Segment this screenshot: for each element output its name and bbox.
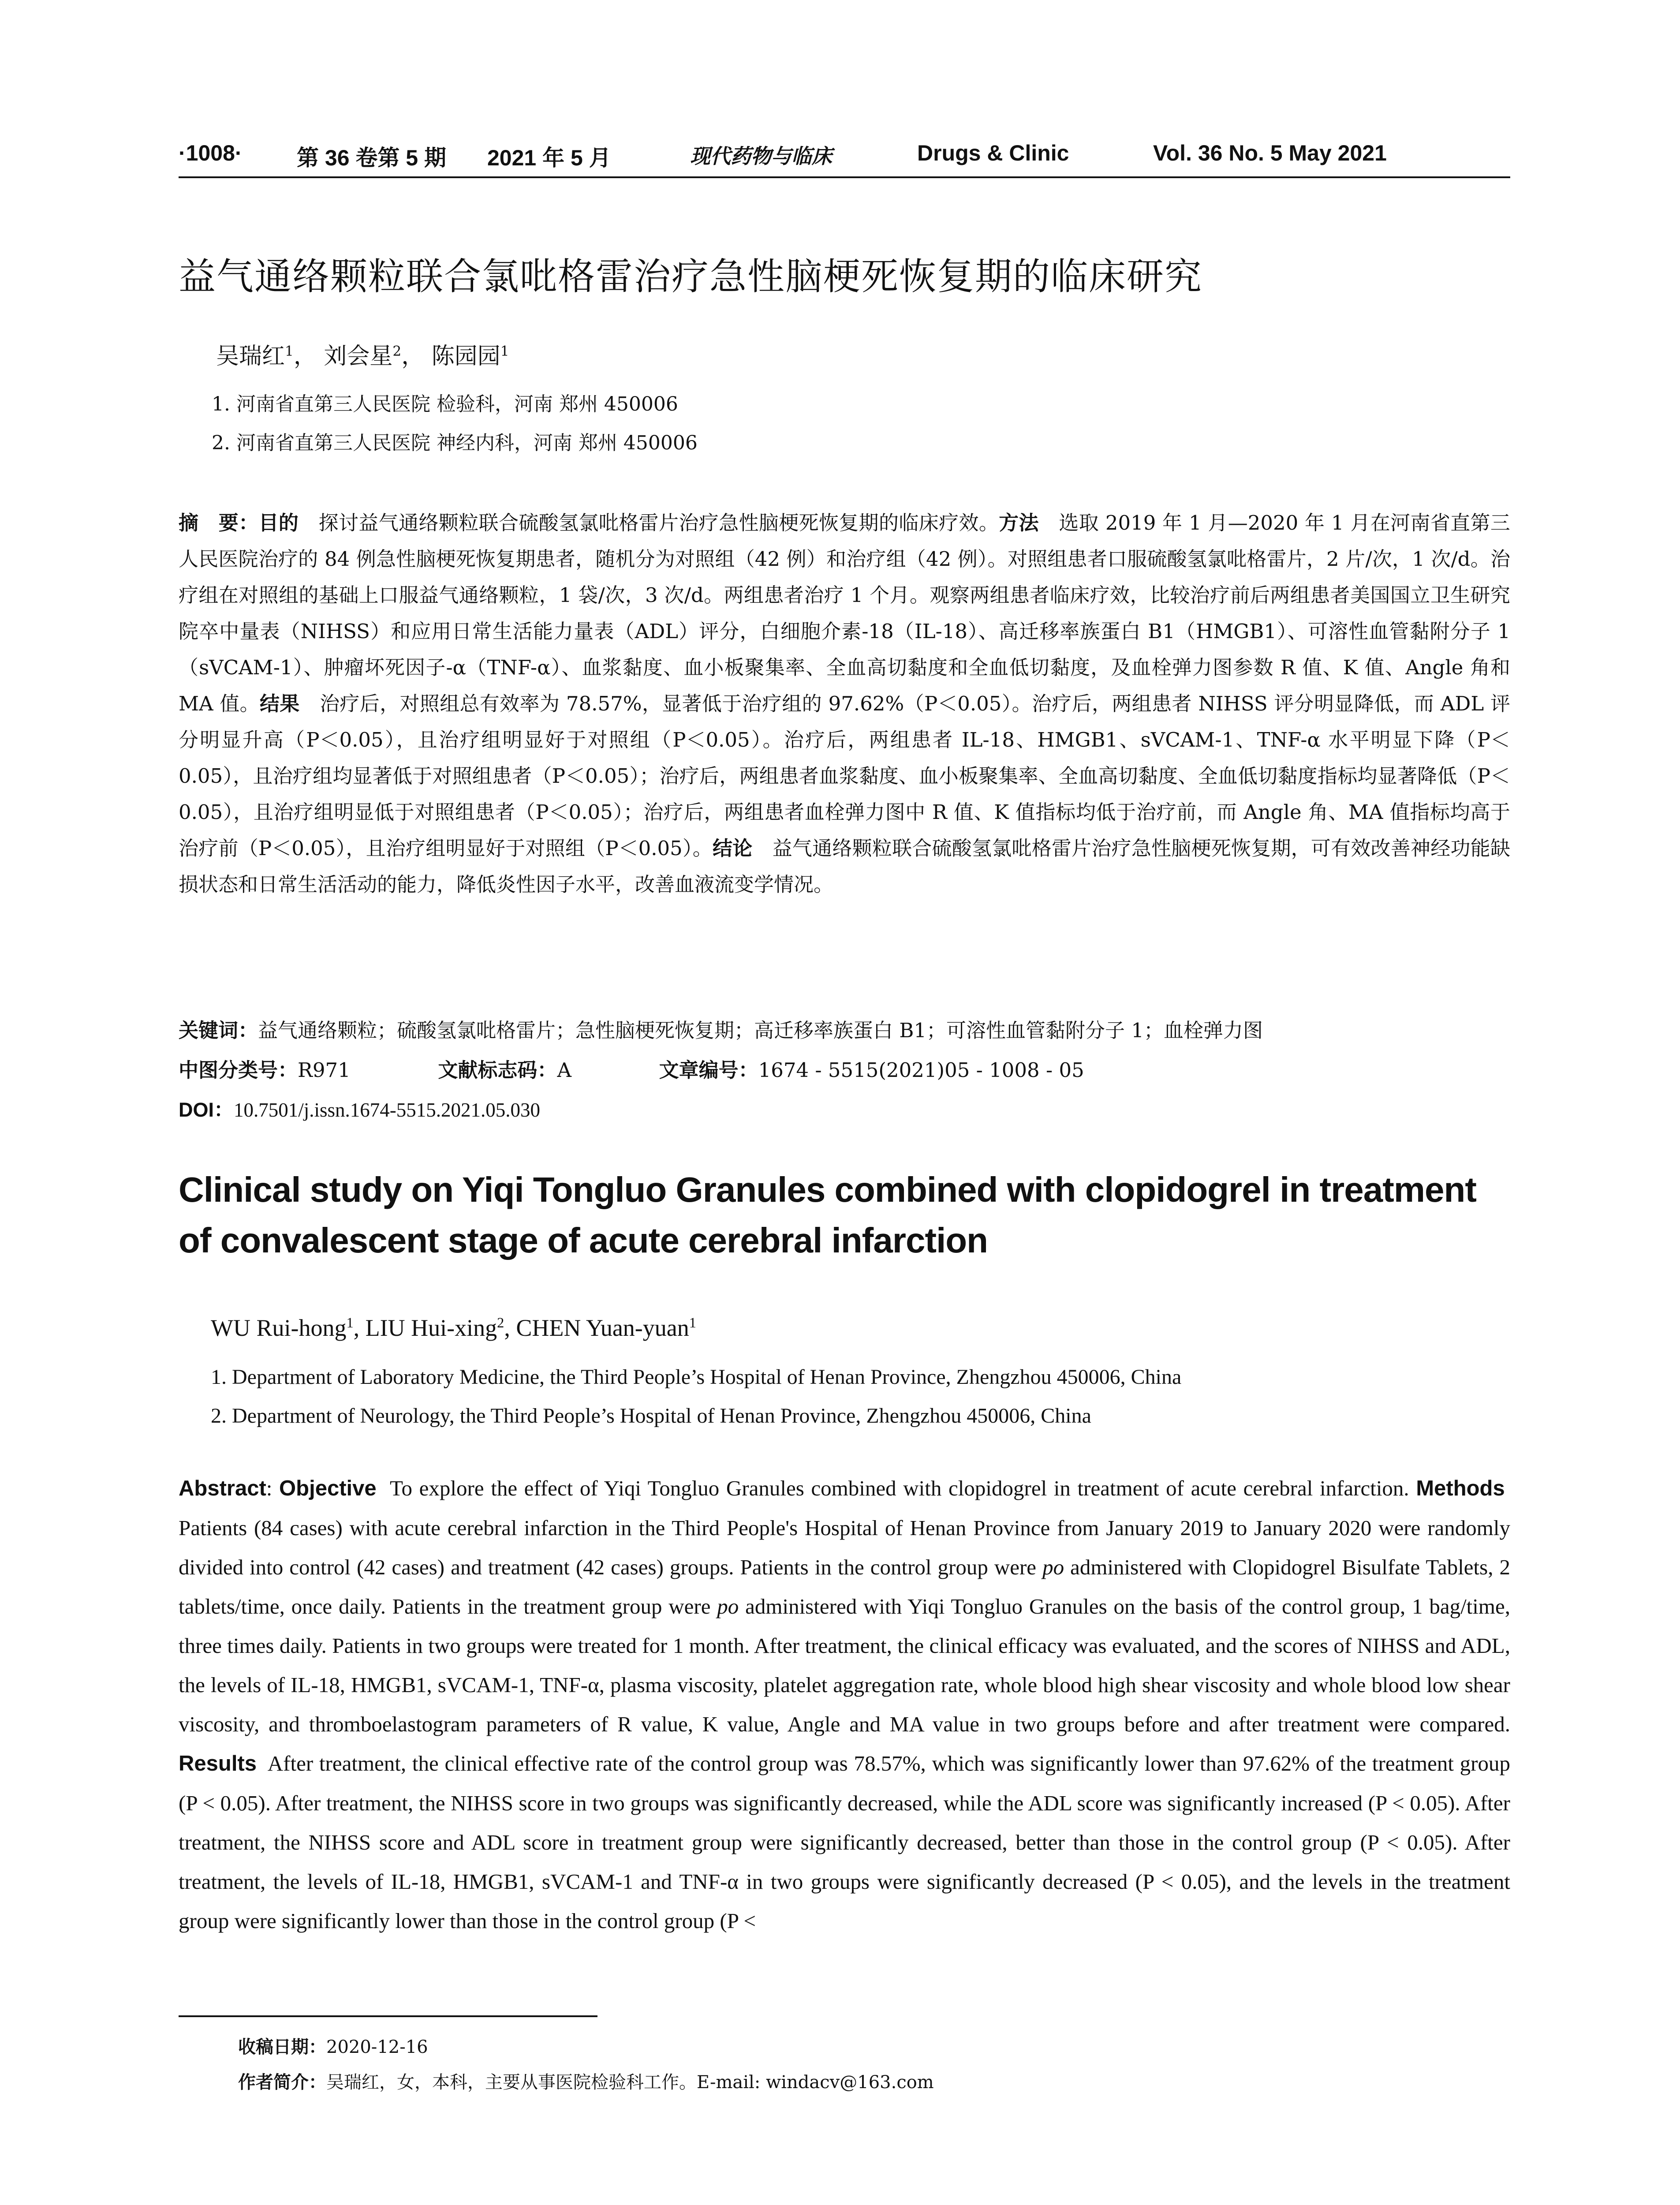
footnote-bio <box>238 2068 1570 2093</box>
keywords-label: 关键词： <box>179 1019 258 1042</box>
results-en-label: Results <box>179 1752 257 1775</box>
received-label: 收稿日期： <box>238 2037 326 2057</box>
article-no-value: 1674 - 5515(2021)05 - 1008 - 05 <box>758 1058 1084 1082</box>
doc-code-value: A <box>557 1058 571 1082</box>
author-name: LIU Hui-xing <box>365 1315 497 1341</box>
title-en-line: Clinical study on Yiqi Tongluo Granules combined with clopidogrel in treatment <box>179 1170 1476 1209</box>
abstract-en-label: Abstract <box>179 1476 266 1500</box>
author-name: CHEN Yuan-yuan <box>516 1315 689 1341</box>
clc-label: 中图分类号： <box>179 1058 298 1082</box>
methods-en-text-3: administered with Yiqi Tongluo Granules on the basis of the control group, 1 bag/time, three times daily. Patients in two groups were treated for 1 month. After treatment, the clinical efficacy was evaluated, and the scores of NIHSS and ADL, the levels of IL-18, HMGB1, sVCAM-1, TNF-α, plasma viscosity, platelet aggregation rate, whole blood high shear viscosity and whole blood low shear viscosity, and thromboelastogram parameters of R value, K value, Angle and MA value in two groups before and after treatment were compared. <box>179 1594 1511 1736</box>
footnote-received <box>238 2033 1570 2058</box>
author-sup: 1 <box>285 343 294 359</box>
affiliation-cn: 1. 河南省直第三人民医院 检验科，河南 郑州 450006 <box>212 393 678 415</box>
author-name: 刘会星 <box>324 343 393 370</box>
doi-label: DOI： <box>179 1099 234 1121</box>
keywords-text: 益气通络颗粒；硫酸氢氯吡格雷片；急性脑梗死恢复期；高迁移率族蛋白 B1；可溶性血管黏附分子 1；血栓弹力图 <box>258 1019 1263 1042</box>
footnote-rule <box>179 2015 597 2017</box>
author-name: WU Rui-hong <box>211 1315 347 1341</box>
objective-en-text: To explore the effect of Yiqi Tongluo Granules combined with clopidogrel in treatment of acute cerebral infarction. <box>390 1476 1409 1500</box>
volume-cn: 第 36 卷第 5 期 <box>297 146 446 170</box>
authors-cn: 吴瑞红$^1$， 刘会星$^2$， 陈园园$^1$ <box>216 343 509 370</box>
volume-en: Vol. 36 No. 5 May 2021 <box>1153 141 1387 165</box>
article-no-label: 文章编号： <box>659 1058 758 1082</box>
authors-en: WU Rui-hong$^1$, LIU Hui-xing$^2$, CHEN Yuan-yuan$^1$ <box>211 1315 696 1341</box>
objective-en-label: Objective <box>279 1476 377 1500</box>
received-date: 2020-12-16 <box>326 2037 428 2057</box>
author-name: 吴瑞红 <box>216 343 285 370</box>
date-cn: 2021 年 5 月 <box>487 146 611 170</box>
bio-text: 吴瑞红，女，本科，主要从事医院检验科工作。E-mail: windacv@163.com <box>326 2072 934 2093</box>
author-sup: 1 <box>500 343 509 359</box>
doi-value: 10.7501/j.issn.1674-5515.2021.05.030 <box>234 1099 541 1121</box>
author-sup: 1 <box>689 1315 696 1331</box>
author-sup: 2 <box>497 1315 504 1331</box>
results-en-text: After treatment, the clinical effective rate of the control group was 78.57%, which was significantly lower than 97.62% of the treatment group (P < 0.05). After treatment, the NIHSS score in two groups was significantly decreased, while the ADL score was significantly increased (P < 0.05). After treatment, the NIHSS score and ADL score in treatment group were significantly decreased, better than those in the control group (P < 0.05). After treatment, the levels of IL-18, HMGB1, sVCAM-1 and TNF-α in two groups were significantly decreased (P < 0.05), and the levels in the treatment group were significantly lower than those in the control group (P < <box>179 1751 1511 1933</box>
author-sup: 1 <box>346 1315 354 1331</box>
header-rule <box>179 176 1510 178</box>
abstract-cn <box>179 505 1510 903</box>
author-name: 陈园园 <box>431 343 500 370</box>
objective-label: 目的 <box>258 511 299 534</box>
methods-en-text-2: administered with Clopidogrel Bisulfate Tablets, 2 tablets/time, once daily. Patients in the treatment group were <box>179 1555 1510 1618</box>
methods-text: 选取 2019 年 1 月—2020 年 1 月在河南省直第三人民医院治疗的 84 例急性脑梗死恢复期患者，随机分为对照组（42 例）和治疗组（42 例）。对照组患者口服硫酸氢氯吡格雷片，2 片/次，1 次/d。治疗组在对照组的基础上口服益气通络颗粒，1 袋/次，3 次/d。两组患者治疗 1 个月。观察两组患者临床疗效，比较治疗前后两组患者美国国立卫生研究院卒中量表（NIHSS）和应用日常生活能力量表（ADL）评分，白细胞介素-18（IL-18）、高迁移率族蛋白 B1（HMGB1）、可溶性血管黏附分子 1（sVCAM-1）、肿瘤坏死因子-α（TNF-α）、血浆黏度、血小板聚集率、全血高切黏度和全血低切黏度，及血栓弹力图参数 R 值、K 值、Angle 角和 MA 值。 <box>179 511 1510 715</box>
affiliation-cn: 2. 河南省直第三人民医院 神经内科，河南 郑州 450006 <box>212 432 698 454</box>
methods-label: 方法 <box>999 511 1039 534</box>
po-abbrev: po <box>1042 1555 1064 1579</box>
conclusion-label: 结论 <box>713 837 753 860</box>
methods-en-text-1: Patients (84 cases) with acute cerebral infarction in the Third People's Hospital of Henan Province from January 2019 to January 2020 were randomly divided into control (42 cases) and treatment (42 cases) groups. Patients in the control group were <box>179 1516 1510 1579</box>
abstract-label: 摘 要： <box>179 511 259 534</box>
running-header <box>179 140 1510 180</box>
title-en-line: of convalescent stage of acute cerebral infarction <box>179 1221 988 1260</box>
abstract-en: Abstract: Objective To explore the effect of Yiqi Tongluo Granules combined with clopidogrel in treatment of acute cerebral infarction. Methods Patients (84 cases) with acute cerebral infarction in the Third People's Hospital of Henan Province from January 2019 to January 2020 were randomly divided into control (42 cases) and treatment (42 cases) groups. Patients in the control group were po administered with Clopidogrel Bisulfate Tablets, 2 tablets/time, once daily. Patients in the treatment group were po administered with Yiqi Tongluo Granules on the basis of the control group, 1 bag/time, three times daily. Patients in two groups were treated for 1 month. After treatment, the clinical efficacy was evaluated, and the scores of NIHSS and ADL, the levels of IL-18, HMGB1, sVCAM-1, TNF-α, plasma viscosity, platelet aggregation rate, whole blood high shear viscosity and whole blood low shear viscosity, and thromboelastogram parameters of R value, K value, Angle and MA value in two groups before and after treatment were compared. Results After treatment, the clinical effective rate of the control group was 78.57%, which was significantly lower than 97.62% of the treatment group (P < 0.05). After treatment, the NIHSS score in two groups was significantly decreased, while the ADL score was significantly increased (P < 0.05). After treatment, the NIHSS score and ADL score in treatment group were significantly decreased, better than those in the control group (P < 0.05). After treatment, the levels of IL-18, HMGB1, sVCAM-1 and TNF-α in two groups were significantly decreased (P < 0.05), and the levels in the treatment group were significantly lower than those in the control group (P < <box>179 1476 1511 1933</box>
journal-en: Drugs & Clinic <box>917 141 1069 165</box>
page-number: ·1008· <box>179 141 243 165</box>
keywords-cn <box>179 1014 1510 1043</box>
conclusion-text: 益气通络颗粒联合硫酸氢氯吡格雷片治疗急性脑梗死恢复期，可有效改善神经功能缺损状态和日常生活活动的能力，降低炎性因子水平，改善血液流变学情况。 <box>179 837 1510 896</box>
affiliation-en: 2. Department of Neurology, the Third People’s Hospital of Henan Province, Zhengzhou 450006, China <box>211 1404 1091 1428</box>
clc-value: R971 <box>298 1058 351 1082</box>
methods-en-label: Methods <box>1416 1476 1505 1500</box>
results-text: 治疗后，对照组总有效率为 78.57%，显著低于治疗组的 97.62%（P＜0.05）。治疗后，两组患者 NIHSS 评分明显降低，而 ADL 评分明显升高（P＜0.05），且治疗组明显好于对照组（P＜0.05）。治疗后，两组患者 IL-18、HMGB1、sVCAM-1、TNF-α 水平明显下降（P＜0.05），且治疗组均显著低于对照组患者（P＜0.05）；治疗后，两组患者血浆黏度、血小板聚集率、全血高切黏度、全血低切黏度指标均显著降低（P＜0.05），且治疗组明显低于对照组患者（P＜0.05）；治疗后，两组患者血栓弹力图中 R 值、K 值指标均低于治疗前，而 Angle 角、MA 值指标均高于治疗前（P＜0.05），且治疗组明显好于对照组（P＜0.05）。 <box>179 692 1510 860</box>
doc-code-label: 文献标志码： <box>438 1058 557 1082</box>
bio-label: 作者简介： <box>238 2072 326 2093</box>
classification-line <box>179 1054 1510 1083</box>
article-title-en <box>179 1164 1510 1266</box>
article-title-cn: 益气通络颗粒联合氯吡格雷治疗急性脑梗死恢复期的临床研究 <box>179 255 1203 298</box>
author-sup: 2 <box>392 343 402 359</box>
journal-cn: 现代药物与临床 <box>690 144 832 168</box>
doi-line <box>179 1094 1510 1122</box>
affiliation-en: 1. Department of Laboratory Medicine, the Third People’s Hospital of Henan Province, Zhengzhou 450006, China <box>211 1365 1182 1389</box>
po-abbrev: po <box>717 1594 739 1618</box>
results-label: 结果 <box>259 692 300 715</box>
objective-text: 探讨益气通络颗粒联合硫酸氢氯吡格雷片治疗急性脑梗死恢复期的临床疗效。 <box>318 511 999 534</box>
